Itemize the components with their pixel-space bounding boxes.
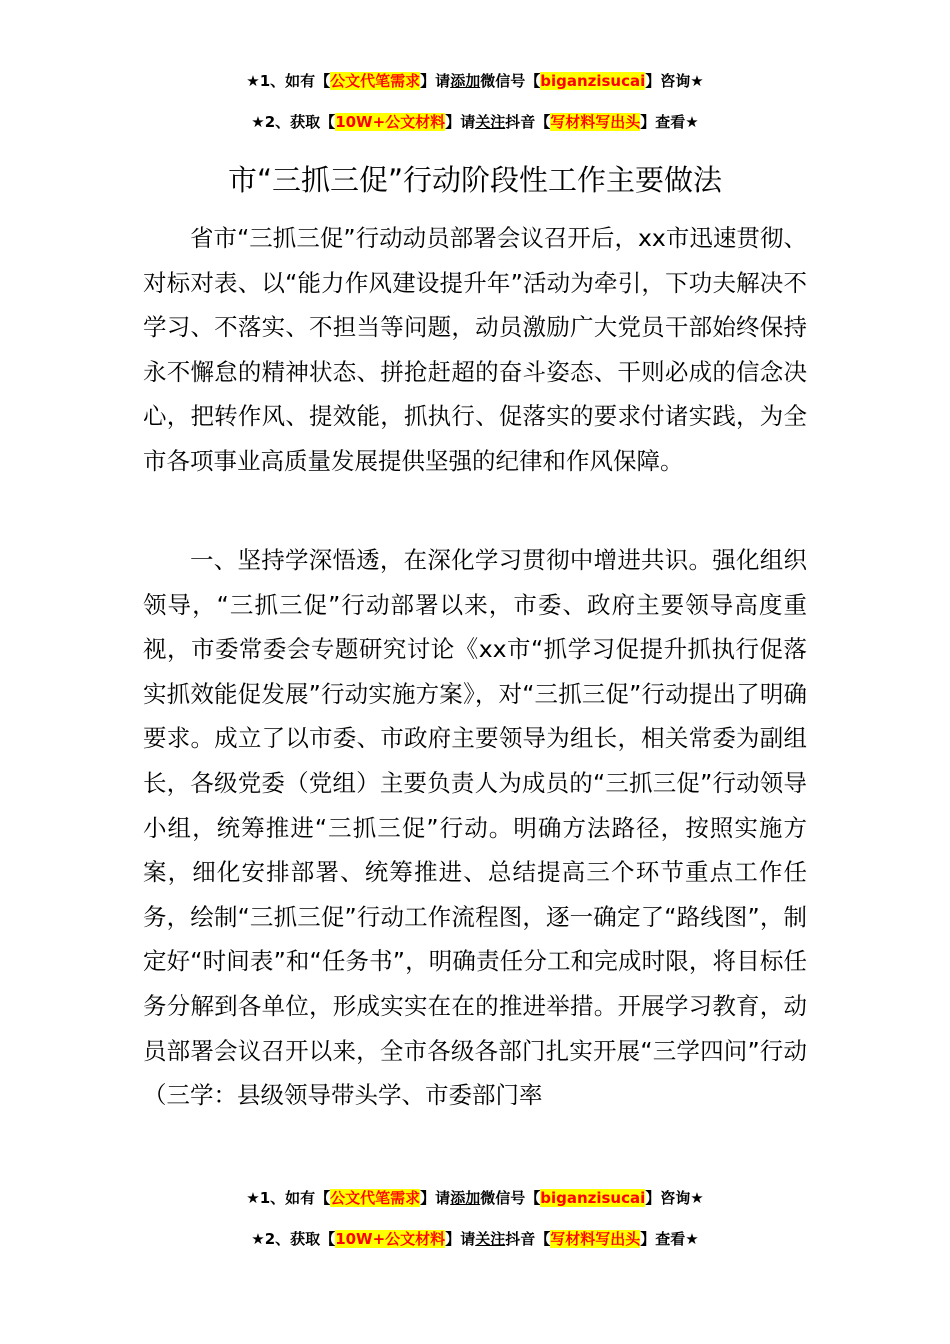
- body-paragraph-section-1: 一、坚持学深悟透，在深化学习贯彻中增进共识。强化组织领导，“三抓三促”行动部署以来，市委、政府主要领导高度重视，市委常委会专题研究讨论《xx市“抓学习促提升抓执行促落实抓效能促发展”行动实施方案》，对“三抓三促”行动提出了明确要求。成立了以市委、市政府主要领导为组长，相关常委为副组长，各级党委（党组）主要负责人为成员的“三抓三促”行动领导小组，统筹推进“三抓三促”行动。明确方法路径，按照实施方案，细化安排部署、统筹推进、总结提高三个环节重点工作任务，绘制“三抓三促”行动工作流程图，逐一确定了“路线图”，制定好“时间表”和“任务书”，明确责任分工和完成时限，将目标任务分解到各单位，形成实实在在的推进举措。开展学习教育，动员部署会议召开以来，全市各级各部门扎实开展“三学四问”行动（三学：县级领导带头学、市委部门率: [143, 546, 807, 1110]
- banner-text: 微信号【: [480, 1189, 541, 1207]
- body-paragraph-intro: 省市“三抓三促”行动动员部署会议召开后，xx市迅速贯彻、对标对表、以“能力作风建设提升年”活动为牵引，下功夫解决不学习、不落实、不担当等问题，动员激励广大党员干部始终保持永不懈怠的精神状态、拼抢赶超的奋斗姿态、干则必成的信念决心，把转作风、提效能，抓执行、促落实的要求付诸实践，为全市各项事业高质量发展提供坚强的纪律和作风保障。: [143, 224, 807, 475]
- banner-highlight-wechat-id: biganzisucai: [540, 72, 646, 90]
- top-banner-line-1: [0, 70, 950, 92]
- banner-prefix: ★2、获取【: [251, 113, 336, 131]
- bottom-banner-line-1: [0, 1187, 950, 1209]
- banner-text: 抖音【: [505, 1230, 551, 1248]
- banner-text: 】请: [420, 72, 451, 90]
- banner-suffix: 】咨询★: [645, 72, 704, 90]
- top-banner-line-2: [0, 111, 950, 133]
- banner-highlight-materials: 10W+公文材料: [335, 113, 446, 131]
- banner-emphasis: 关注: [475, 113, 506, 131]
- banner-prefix: ★1、如有【: [246, 1189, 331, 1207]
- banner-emphasis: 添加: [450, 1189, 481, 1207]
- banner-highlight-douyin: 写材料写出头: [550, 113, 641, 131]
- banner-text: 】请: [420, 1189, 451, 1207]
- banner-text: 抖音【: [505, 113, 551, 131]
- banner-text: 】请: [445, 113, 476, 131]
- banner-highlight-douyin: 写材料写出头: [550, 1230, 641, 1248]
- banner-text: 】请: [445, 1230, 476, 1248]
- banner-prefix: ★2、获取【: [251, 1230, 336, 1248]
- banner-highlight-service: 公文代笔需求: [330, 1189, 421, 1207]
- banner-suffix: 】查看★: [640, 1230, 699, 1248]
- banner-emphasis: 添加: [450, 72, 481, 90]
- banner-highlight-service: 公文代笔需求: [330, 72, 421, 90]
- document-title: 市“三抓三促”行动阶段性工作主要做法: [227, 163, 723, 197]
- banner-emphasis: 关注: [475, 1230, 506, 1248]
- bottom-banner-line-2: [0, 1228, 950, 1250]
- banner-highlight-materials: 10W+公文材料: [335, 1230, 446, 1248]
- banner-highlight-wechat-id: biganzisucai: [540, 1189, 646, 1207]
- banner-text: 微信号【: [480, 72, 541, 90]
- banner-suffix: 】查看★: [640, 113, 699, 131]
- banner-prefix: ★1、如有【: [246, 72, 331, 90]
- banner-suffix: 】咨询★: [645, 1189, 704, 1207]
